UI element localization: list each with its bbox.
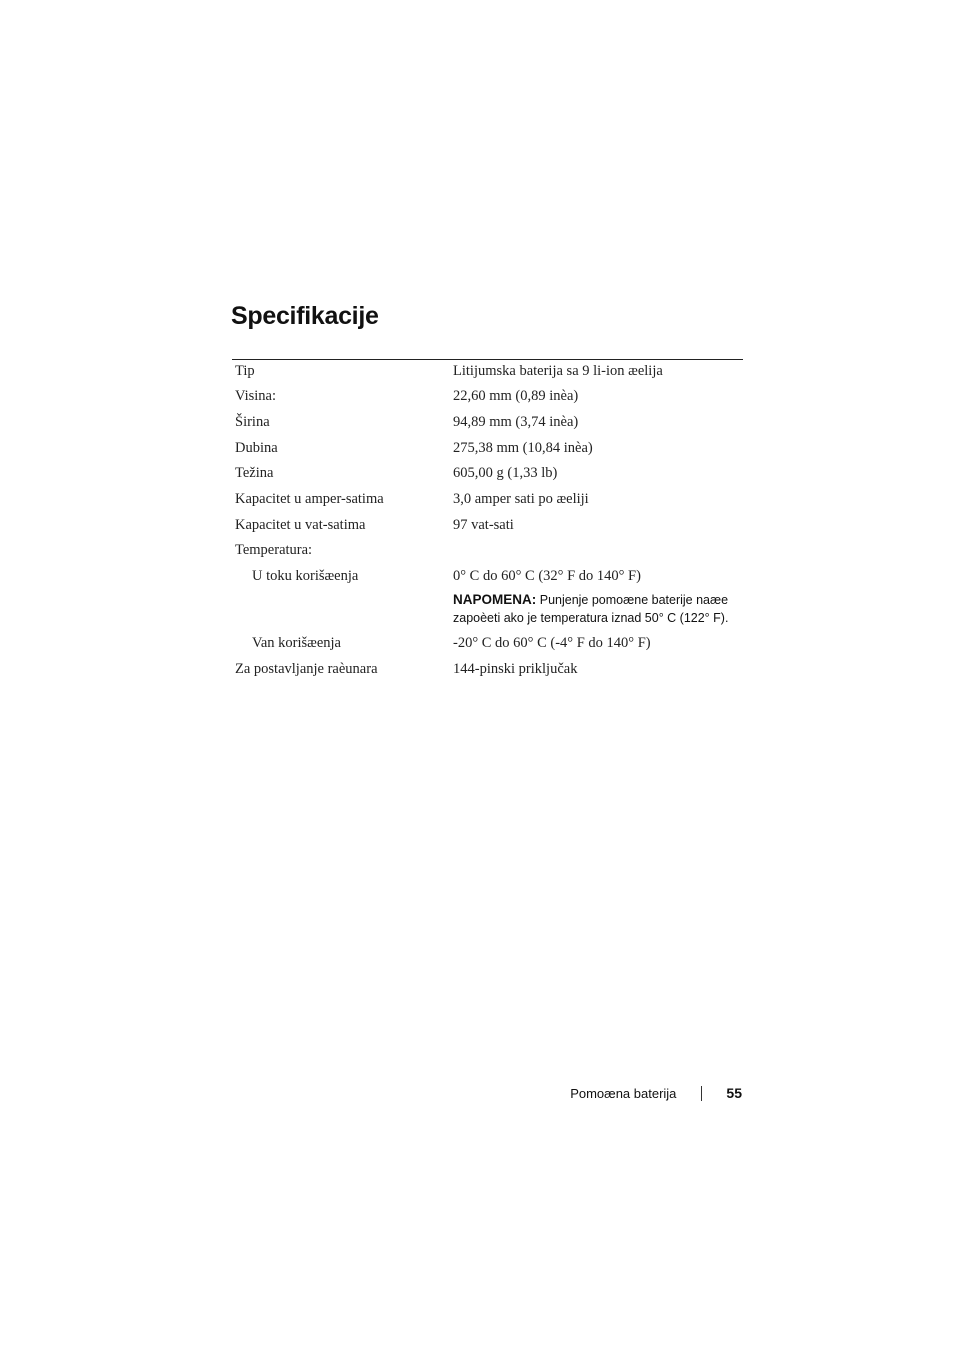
spec-label: Dubina	[235, 440, 278, 456]
spec-value: Litijumska baterija sa 9 li-ion æelija	[453, 363, 663, 379]
spec-label: Za postavljanje raèunara	[235, 661, 378, 677]
spec-value: 97 vat-sati	[453, 517, 514, 533]
spec-label: Van korišæenja	[252, 635, 341, 651]
spec-value: 22,60 mm (0,89 inèa)	[453, 388, 579, 404]
note-label: NAPOMENA:	[453, 592, 537, 607]
spec-row-operating	[232, 567, 743, 627]
spec-value: 94,89 mm (3,74 inèa)	[453, 414, 579, 430]
spec-value: 3,0 amper sati po æeliji	[453, 491, 589, 507]
note	[453, 591, 743, 627]
spec-row-height	[232, 387, 743, 405]
spec-value: -20° C do 60° C (-4° F do 140° F)	[453, 635, 651, 651]
spec-value: 144-pinski priključak	[453, 661, 578, 677]
spec-row-width	[232, 413, 743, 431]
spec-row-watt-hours	[232, 516, 743, 534]
spec-value-text: 0° C do 60° C (32° F do 140° F)	[453, 568, 641, 584]
page-footer	[570, 1085, 742, 1101]
spec-value: 605,00 g (1,33 lb)	[453, 465, 558, 481]
spec-label: Tip	[235, 363, 255, 379]
spec-row-depth	[232, 439, 743, 457]
spec-label: U toku korišæenja	[252, 568, 359, 584]
page-number: 55	[726, 1085, 742, 1101]
spec-value	[453, 567, 743, 627]
spec-value	[453, 541, 743, 559]
footer-divider	[701, 1086, 702, 1101]
spec-row-amp-hours	[232, 490, 743, 508]
spec-label: Temperatura:	[235, 542, 313, 558]
spec-table	[232, 359, 743, 678]
spec-value: 275,38 mm (10,84 inèa)	[453, 440, 593, 456]
note-text: Punjenje pomoæne baterije naæe zapoèeti ako je temperatura iznad 50° C (122° F).	[453, 593, 729, 625]
spec-row-type	[232, 362, 743, 380]
spec-row-weight	[232, 464, 743, 482]
spec-row-connector	[232, 660, 743, 678]
spec-row-storage	[232, 634, 743, 652]
spec-label: Visina:	[235, 388, 277, 404]
spec-label: Težina	[235, 465, 274, 481]
spec-label: Kapacitet u amper-satima	[235, 491, 384, 507]
spec-row-temperature	[232, 541, 743, 559]
page-title: Specifikacije	[231, 302, 379, 330]
footer-section-title: Pomoæna baterija	[570, 1085, 677, 1101]
spec-label: Širina	[235, 414, 270, 430]
spec-label: Kapacitet u vat-satima	[235, 517, 366, 533]
